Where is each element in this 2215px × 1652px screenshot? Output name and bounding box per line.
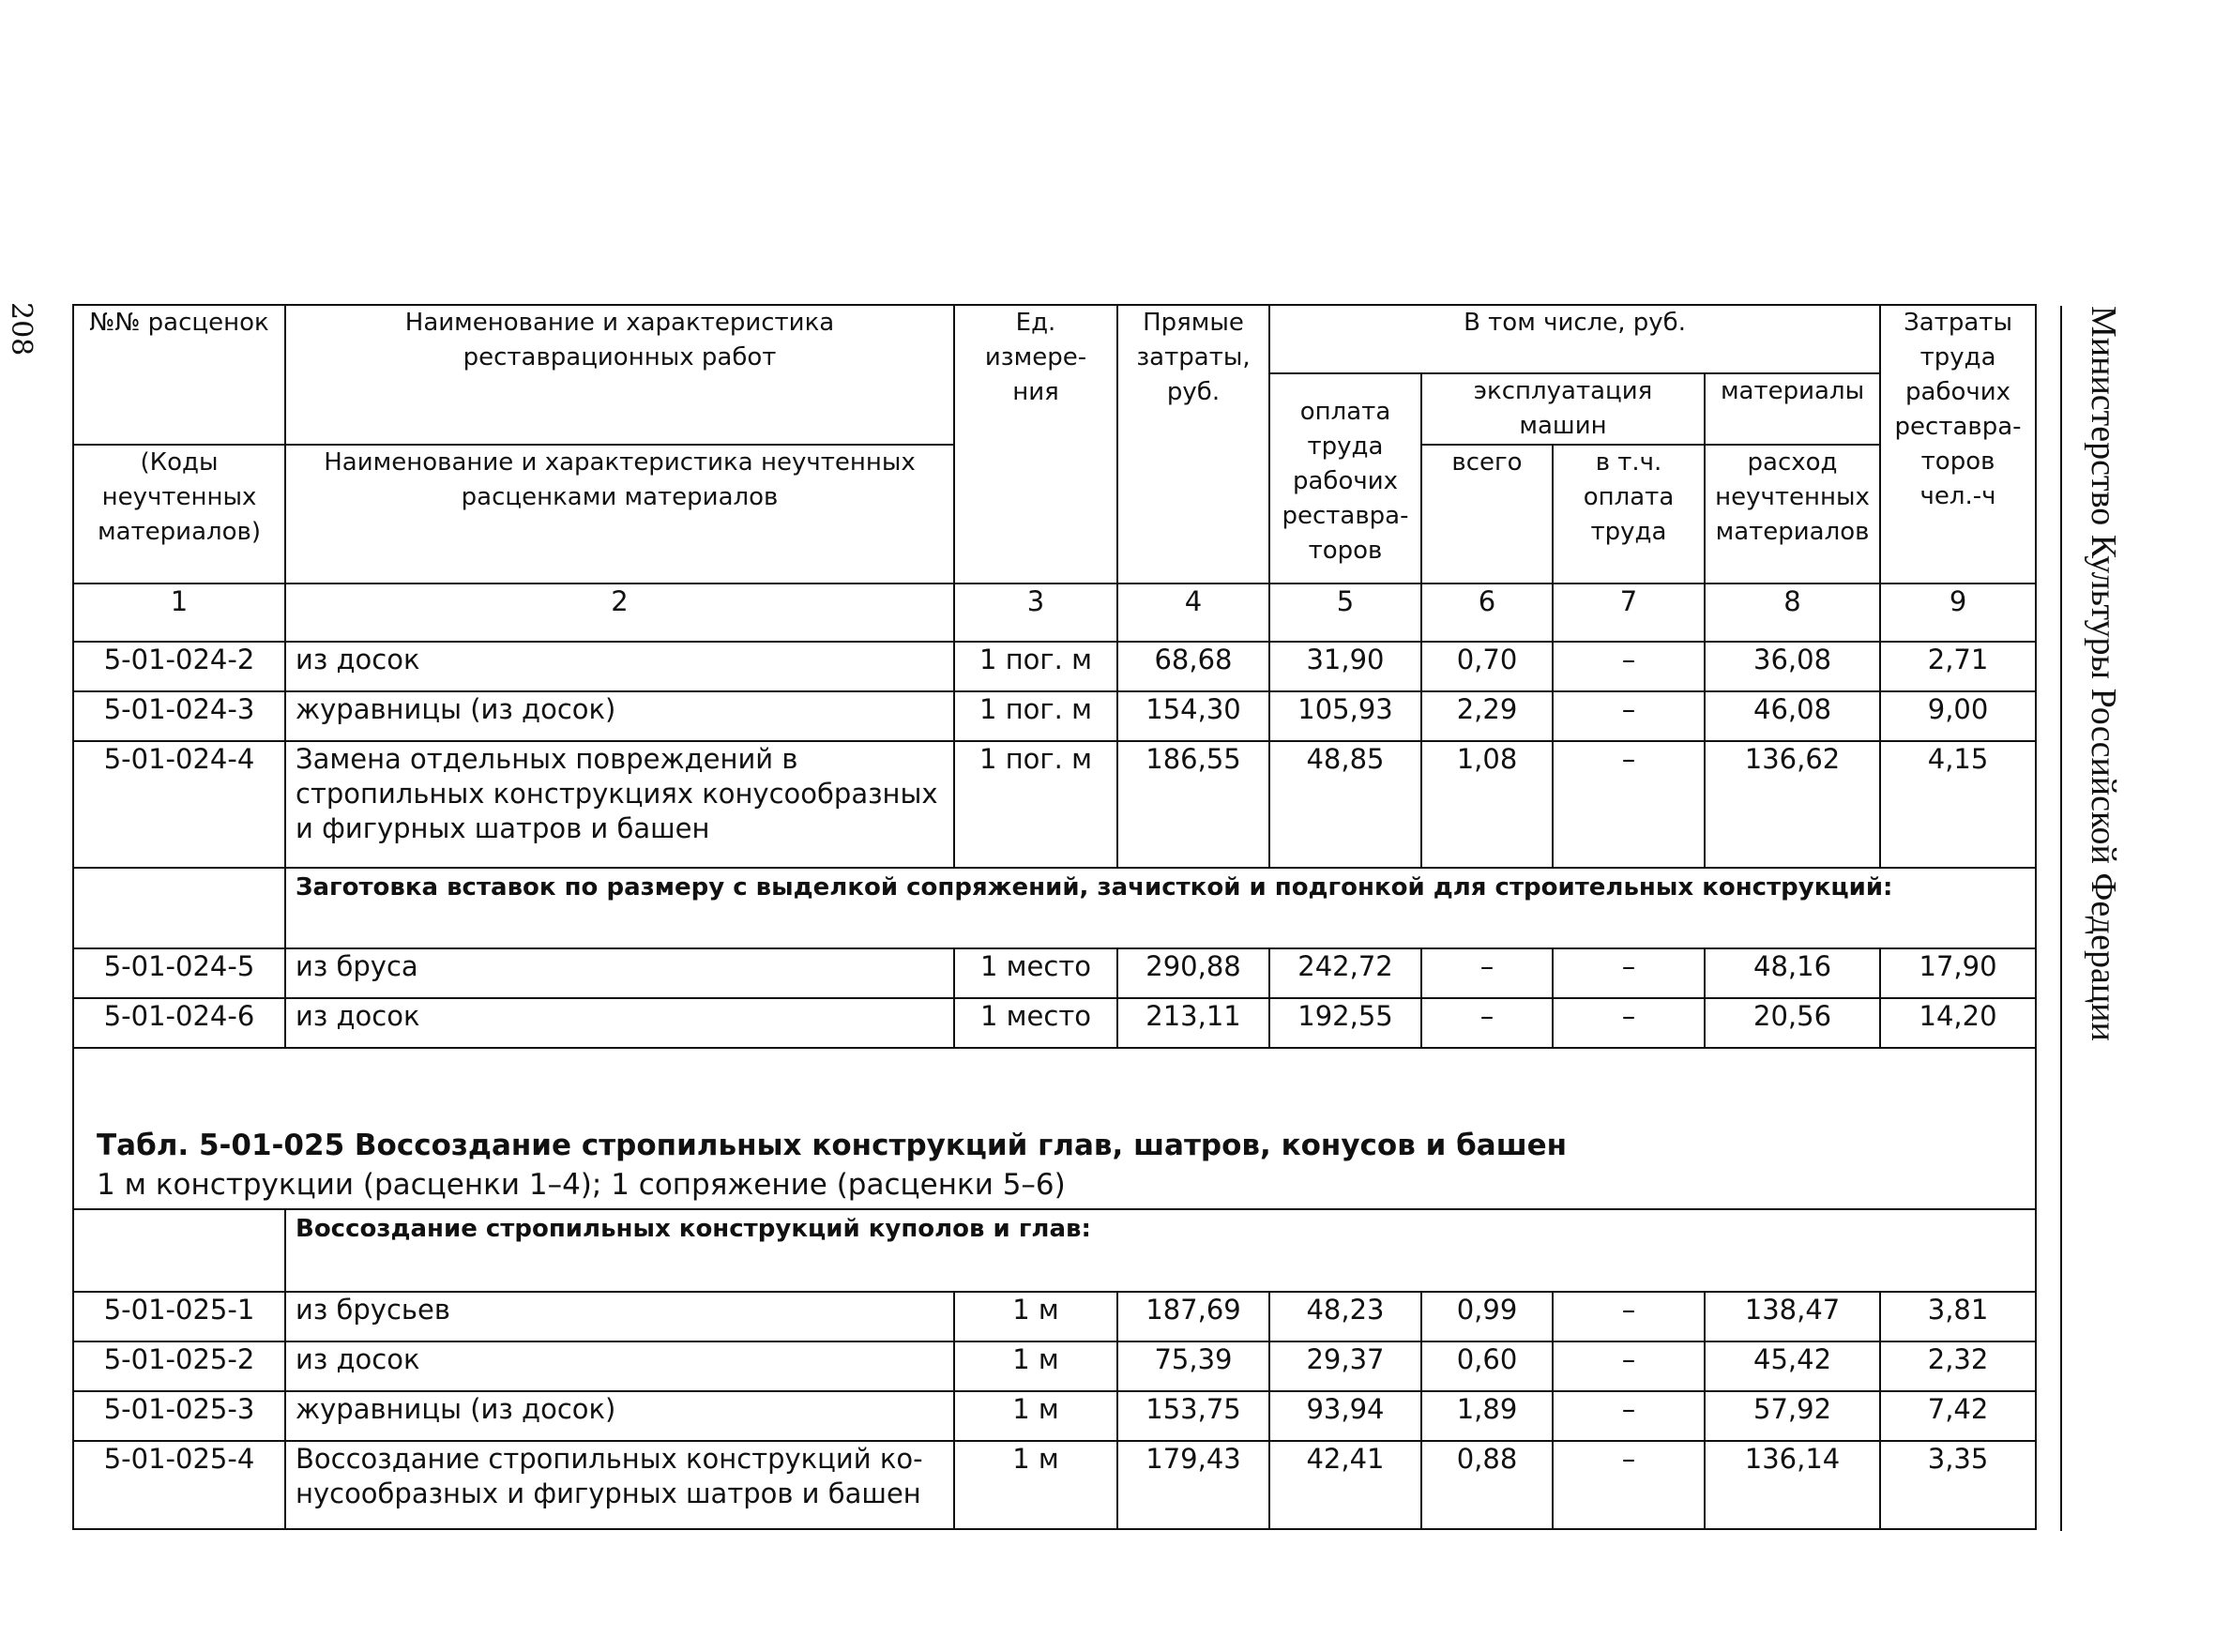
table-row bbox=[73, 948, 2036, 998]
machines-total: 1,08 bbox=[1421, 741, 1553, 868]
header-rate-number: №№ расценок bbox=[73, 305, 285, 445]
table-caption bbox=[73, 1048, 2036, 1209]
unit: 1 м bbox=[954, 1441, 1117, 1529]
machines-labor: – bbox=[1553, 948, 1705, 998]
materials: 48,16 bbox=[1705, 948, 1880, 998]
labor-pay: 93,94 bbox=[1269, 1391, 1421, 1441]
machines-labor: – bbox=[1553, 1292, 1705, 1341]
table-caption-subtitle: 1 м конструкции (расценки 1–4); 1 сопряжение (расценки 5–6) bbox=[97, 1168, 1066, 1202]
rate-code: 5-01-024-3 bbox=[73, 691, 285, 741]
labor-hours: 7,42 bbox=[1880, 1391, 2036, 1441]
table-row bbox=[73, 741, 2036, 868]
header-machines-labor: в т.ч. оплата труда bbox=[1553, 445, 1705, 584]
labor-pay: 42,41 bbox=[1269, 1441, 1421, 1529]
header-material-name: Наименование и характеристика неучтенных расценками материалов bbox=[285, 445, 954, 584]
rate-code: 5-01-025-3 bbox=[73, 1391, 285, 1441]
rate-code: 5-01-025-4 bbox=[73, 1441, 285, 1529]
work-name: из бруса bbox=[285, 948, 954, 998]
labor-pay: 31,90 bbox=[1269, 642, 1421, 691]
machines-total: 1,89 bbox=[1421, 1391, 1553, 1441]
table-row bbox=[73, 998, 2036, 1048]
header-labor-hours: Затраты труда рабочих реставра-торов чел.-ч bbox=[1880, 305, 2036, 584]
labor-hours: 2,71 bbox=[1880, 642, 2036, 691]
header-work-name: Наименование и характеристика реставрационных работ bbox=[285, 305, 954, 445]
header-materials: материалы bbox=[1705, 373, 1880, 445]
materials: 45,42 bbox=[1705, 1341, 1880, 1391]
machines-labor: – bbox=[1553, 691, 1705, 741]
machines-total: 0,88 bbox=[1421, 1441, 1553, 1529]
labor-pay: 192,55 bbox=[1269, 998, 1421, 1048]
section-code-cell bbox=[73, 1209, 285, 1292]
page-number: 208 bbox=[5, 302, 38, 356]
header-direct-costs: Прямые затраты, руб. bbox=[1117, 305, 1269, 584]
direct-costs: 154,30 bbox=[1117, 691, 1269, 741]
unit: 1 м bbox=[954, 1391, 1117, 1441]
header-unit: Ед. измере-ния bbox=[954, 305, 1117, 584]
direct-costs: 68,68 bbox=[1117, 642, 1269, 691]
materials: 20,56 bbox=[1705, 998, 1880, 1048]
table-caption-row bbox=[73, 1048, 2036, 1209]
unit: 1 пог. м bbox=[954, 741, 1117, 868]
rate-code: 5-01-024-6 bbox=[73, 998, 285, 1048]
materials: 57,92 bbox=[1705, 1391, 1880, 1441]
column-number: 4 bbox=[1117, 584, 1269, 642]
column-number-row bbox=[73, 584, 2036, 642]
machines-total: – bbox=[1421, 998, 1553, 1048]
column-number: 5 bbox=[1269, 584, 1421, 642]
table-row bbox=[73, 1341, 2036, 1391]
unit: 1 место bbox=[954, 948, 1117, 998]
materials: 46,08 bbox=[1705, 691, 1880, 741]
labor-hours: 3,81 bbox=[1880, 1292, 2036, 1341]
direct-costs: 179,43 bbox=[1117, 1441, 1269, 1529]
labor-pay: 48,23 bbox=[1269, 1292, 1421, 1341]
side-title: Министерство Культуры Российской Федерации bbox=[2084, 306, 2123, 1041]
table-row bbox=[73, 1441, 2036, 1529]
labor-hours: 17,90 bbox=[1880, 948, 2036, 998]
section-heading-text: Воссоздание стропильных конструкций куполов и глав: bbox=[296, 1215, 1091, 1243]
column-number: 7 bbox=[1553, 584, 1705, 642]
rate-code: 5-01-025-2 bbox=[73, 1341, 285, 1391]
materials: 136,62 bbox=[1705, 741, 1880, 868]
labor-hours: 2,32 bbox=[1880, 1341, 2036, 1391]
column-number: 8 bbox=[1705, 584, 1880, 642]
labor-pay: 29,37 bbox=[1269, 1341, 1421, 1391]
section-heading-text: Заготовка вставок по размеру с выделкой сопряжений, зачисткой и подгонкой для строительных конструкций: bbox=[296, 873, 1893, 902]
table-row bbox=[73, 642, 2036, 691]
section-row bbox=[73, 1209, 2036, 1292]
machines-total: 0,99 bbox=[1421, 1292, 1553, 1341]
machines-total: – bbox=[1421, 948, 1553, 998]
header-material-codes: (Коды неучтенных материалов) bbox=[73, 445, 285, 584]
unit: 1 место bbox=[954, 998, 1117, 1048]
table-row bbox=[73, 1391, 2036, 1441]
side-title-wrap bbox=[2086, 306, 2124, 1084]
labor-hours: 14,20 bbox=[1880, 998, 2036, 1048]
labor-pay: 242,72 bbox=[1269, 948, 1421, 998]
direct-costs: 187,69 bbox=[1117, 1292, 1269, 1341]
work-name: из досок bbox=[285, 1341, 954, 1391]
labor-hours: 9,00 bbox=[1880, 691, 2036, 741]
work-name: журавницы (из досок) bbox=[285, 691, 954, 741]
unit: 1 пог. м bbox=[954, 642, 1117, 691]
table-row bbox=[73, 1292, 2036, 1341]
side-rule bbox=[2060, 306, 2062, 1531]
work-name: из брусьев bbox=[285, 1292, 954, 1341]
rate-code: 5-01-025-1 bbox=[73, 1292, 285, 1341]
direct-costs: 290,88 bbox=[1117, 948, 1269, 998]
table-row bbox=[73, 691, 2036, 741]
header-machines-total: всего bbox=[1421, 445, 1553, 584]
materials: 36,08 bbox=[1705, 642, 1880, 691]
header-machines: эксплуатация машин bbox=[1421, 373, 1705, 445]
rate-code: 5-01-024-2 bbox=[73, 642, 285, 691]
labor-pay: 48,85 bbox=[1269, 741, 1421, 868]
section-heading bbox=[285, 868, 2036, 948]
labor-hours: 4,15 bbox=[1880, 741, 2036, 868]
machines-labor: – bbox=[1553, 1441, 1705, 1529]
machines-labor: – bbox=[1553, 1391, 1705, 1441]
unit: 1 м bbox=[954, 1341, 1117, 1391]
machines-labor: – bbox=[1553, 741, 1705, 868]
rate-code: 5-01-024-4 bbox=[73, 741, 285, 868]
column-number: 9 bbox=[1880, 584, 2036, 642]
materials: 138,47 bbox=[1705, 1292, 1880, 1341]
rates-table bbox=[72, 304, 2037, 1530]
column-number: 2 bbox=[285, 584, 954, 642]
machines-total: 0,60 bbox=[1421, 1341, 1553, 1391]
header-including: В том числе, руб. bbox=[1269, 305, 1880, 373]
direct-costs: 213,11 bbox=[1117, 998, 1269, 1048]
section-code-cell bbox=[73, 868, 285, 948]
header-labor-pay: оплата труда рабочих реставра-торов bbox=[1269, 373, 1421, 584]
work-name: из досок bbox=[285, 642, 954, 691]
machines-labor: – bbox=[1553, 998, 1705, 1048]
work-name: Воссоздание стропильных конструкций ко-нусообразных и фигурных шатров и башен bbox=[285, 1441, 954, 1529]
table-caption-title: Табл. 5-01-025 Воссоздание стропильных конструкций глав, шатров, конусов и башен bbox=[97, 1129, 1568, 1162]
column-number: 6 bbox=[1421, 584, 1553, 642]
section-row bbox=[73, 868, 2036, 948]
materials: 136,14 bbox=[1705, 1441, 1880, 1529]
labor-hours: 3,35 bbox=[1880, 1441, 2036, 1529]
work-name: Замена отдельных повреждений в стропильных конструкциях конусообразных и фигурных шатров и башен bbox=[285, 741, 954, 868]
column-number: 1 bbox=[73, 584, 285, 642]
rate-code: 5-01-024-5 bbox=[73, 948, 285, 998]
labor-pay: 105,93 bbox=[1269, 691, 1421, 741]
direct-costs: 153,75 bbox=[1117, 1391, 1269, 1441]
header-unaccounted-materials: расход неучтенных материалов bbox=[1705, 445, 1880, 584]
header-row-1 bbox=[73, 305, 2036, 373]
machines-total: 2,29 bbox=[1421, 691, 1553, 741]
machines-total: 0,70 bbox=[1421, 642, 1553, 691]
column-number: 3 bbox=[954, 584, 1117, 642]
machines-labor: – bbox=[1553, 1341, 1705, 1391]
direct-costs: 186,55 bbox=[1117, 741, 1269, 868]
machines-labor: – bbox=[1553, 642, 1705, 691]
direct-costs: 75,39 bbox=[1117, 1341, 1269, 1391]
unit: 1 м bbox=[954, 1292, 1117, 1341]
work-name: из досок bbox=[285, 998, 954, 1048]
section-heading bbox=[285, 1209, 2036, 1292]
work-name: журавницы (из досок) bbox=[285, 1391, 954, 1441]
unit: 1 пог. м bbox=[954, 691, 1117, 741]
